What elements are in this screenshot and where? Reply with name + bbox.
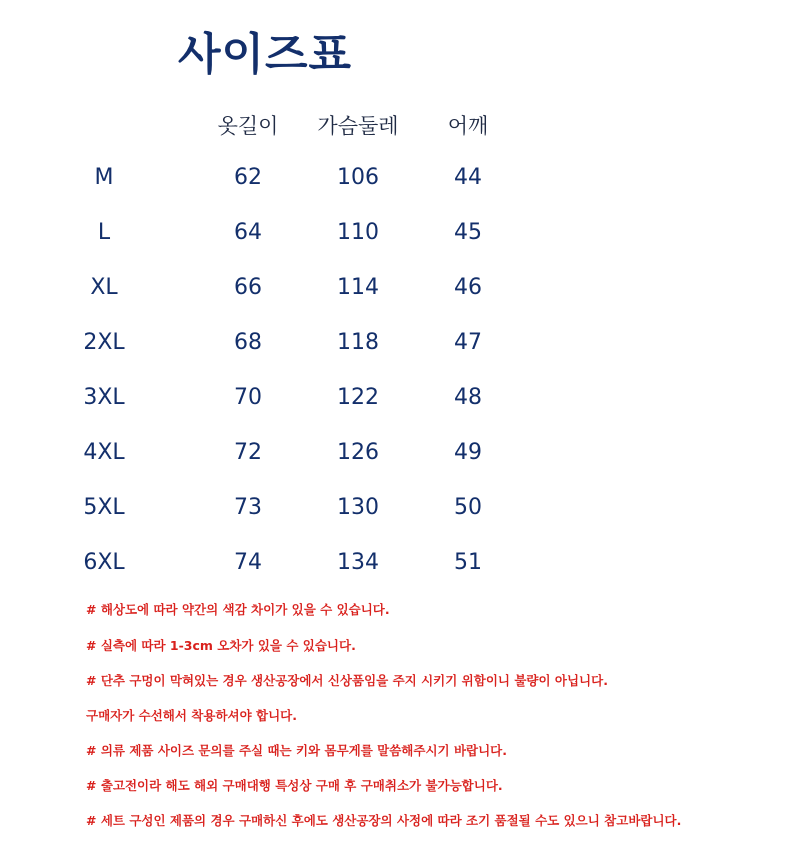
length-value: 64 xyxy=(234,220,262,245)
header-chest: 가슴둘레 xyxy=(317,114,399,138)
chest-value: 114 xyxy=(337,275,379,300)
chest-value: 134 xyxy=(337,550,379,575)
shoulder-value: 49 xyxy=(454,440,482,465)
size-label: 3XL xyxy=(83,385,125,410)
size-label: 6XL xyxy=(83,550,125,575)
notice-item: # 단추 구멍이 막혀있는 경우 생산공장에서 신상품임을 주지 시키기 위함이니 불량이 아닙니다. xyxy=(86,673,608,688)
length-value: 66 xyxy=(234,275,262,300)
length-value: 74 xyxy=(234,550,262,575)
shoulder-value: 48 xyxy=(454,385,482,410)
notice-item: # 세트 구성인 제품의 경우 구매하신 후에도 생산공장의 사정에 따라 조기 품절될 수도 있으니 참고바랍니다. xyxy=(86,813,682,828)
chest-value: 122 xyxy=(337,385,379,410)
chest-value: 106 xyxy=(337,165,379,190)
size-label: L xyxy=(97,220,111,245)
page-title: 사이즈표 xyxy=(178,29,353,80)
chest-value: 130 xyxy=(337,495,379,520)
size-label: 4XL xyxy=(83,440,125,465)
header-shoulder: 어깨 xyxy=(447,114,489,138)
shoulder-value: 47 xyxy=(454,330,482,355)
shoulder-value: 45 xyxy=(454,220,482,245)
shoulder-value: 51 xyxy=(454,550,482,575)
shoulder-value: 44 xyxy=(454,165,482,190)
size-label: XL xyxy=(90,275,118,300)
size-label: M xyxy=(94,165,114,190)
notice-item: # 의류 제품 사이즈 문의를 주실 때는 키와 몸무게를 말씀해주시기 바랍니다. xyxy=(86,743,507,758)
notice-item: # 실측에 따라 1-3cm 오차가 있을 수 있습니다. xyxy=(86,638,356,653)
shoulder-value: 50 xyxy=(454,495,482,520)
length-value: 73 xyxy=(234,495,262,520)
length-value: 62 xyxy=(234,165,262,190)
notice-item: # 출고전이라 해도 해외 구매대행 특성상 구매 후 구매취소가 불가능합니다. xyxy=(86,778,503,793)
header-length: 옷길이 xyxy=(217,114,279,138)
chest-value: 126 xyxy=(337,440,379,465)
length-value: 70 xyxy=(234,385,262,410)
shoulder-value: 46 xyxy=(454,275,482,300)
length-value: 72 xyxy=(234,440,262,465)
notice-item: 구매자가 수선해서 착용하셔야 합니다. xyxy=(86,708,298,723)
length-value: 68 xyxy=(234,330,262,355)
size-label: 5XL xyxy=(83,495,125,520)
chest-value: 110 xyxy=(337,220,379,245)
chest-value: 118 xyxy=(337,330,379,355)
notice-item: # 해상도에 따라 약간의 색감 차이가 있을 수 있습니다. xyxy=(86,602,390,617)
size-label: 2XL xyxy=(83,330,125,355)
